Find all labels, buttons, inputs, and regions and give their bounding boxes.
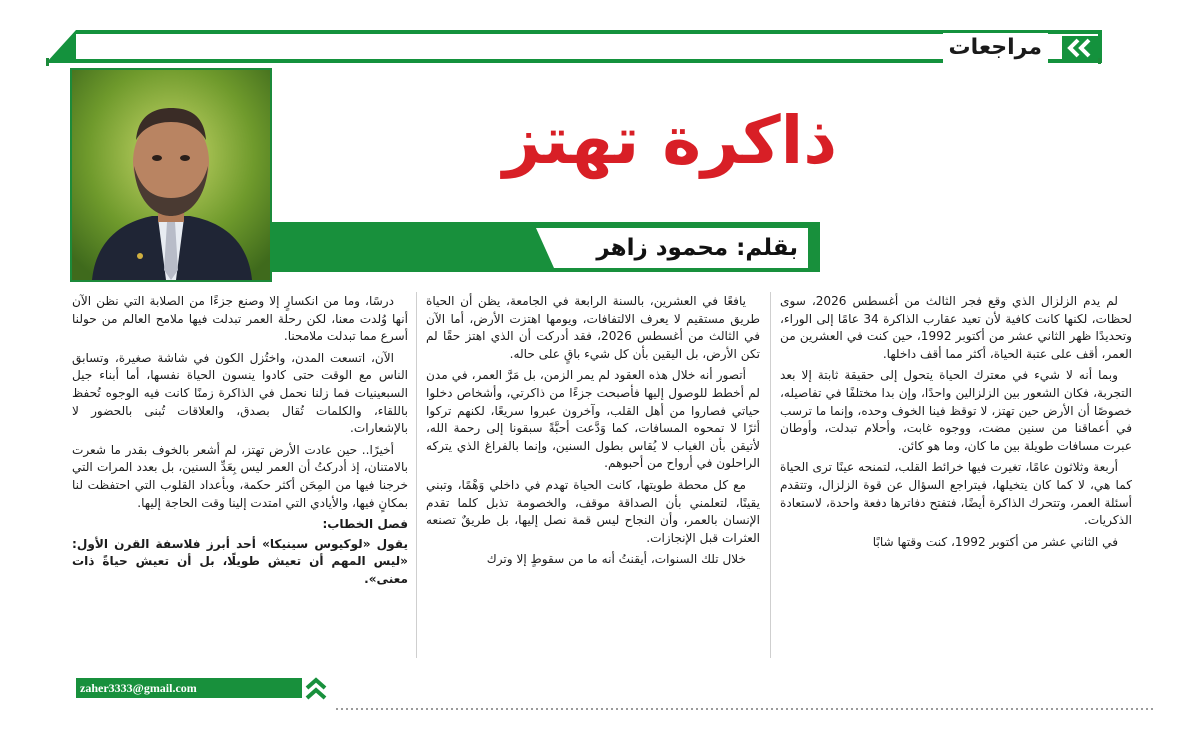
frame-line-right <box>1098 58 1101 64</box>
article-column-3 <box>72 293 408 593</box>
double-chevron-icon <box>1062 36 1098 60</box>
paragraph: في الثاني عشر من أكتوبر 1992، كنت وقتها شابًا <box>872 534 1118 549</box>
paragraph: خلال تلك السنوات، أيقنتُ أنه ما من سقوطٍ إلا وترك <box>486 552 746 567</box>
column-divider <box>770 292 771 658</box>
paragraph: يافعًا في العشرين، بالسنة الرابعة في الجامعة، يظن أن الحياة طريق مستقيم لا يعرف الالتفافات، ويومها اهتزت الأرض، أما الآن في الثالث من أغسطس 2026، فقد أدركت أن الذي اهتز حقًا لم تكن الأرض، بل اليقين بأن كل شيء باقٍ على حاله. <box>426 294 760 361</box>
paragraph: أتصور أنه خلال هذه العقود لم يمر الزمن، بل مَرَّ العمر، في مدن لم أخطط للوصول إليها فأصبحت جزءًا من ذاكرتي، وأشخاص دخلوا حياتي فصاروا من أهل القلب، وآخرون عبروا سريعًا، لكنهم تركوا أثرًا لا تمحوه المسافات، كما وَدَّعت أحبَّةً سبقونا إلى رحمة الله، لأتيقن بأن الغياب لا يُقاس بطول السنين، وإنما بالفراغ الذي يتركه الراحلون في أرواح من أحبوهم. <box>426 368 760 471</box>
paragraph: لم يدم الزلزال الذي وقع فجر الثالث من أغسطس 2026، سوى لحظات، لكنها كانت كافية لأن تعيد عقارب الذاكرة 34 عامًا إلى الوراء، وتحديدًا ظهر الثاني عشر من أكتوبر 1992، حين كنت في العشرين من العمر، أقف على عتبة الحياة، أكثر مما أقف داخلها. <box>780 294 1132 361</box>
footer-dotted-rule <box>336 708 1156 710</box>
paragraph: وبما أنه لا شيء في معترك الحياة يتحول إلى حقيقة ثابتة إلا بعد التجربة، فكان الشعور بين الزلزالين واحدًا، وإن بدا مختلفًا في تفاصيله، خصوصًا أن الأرض حين تهتز، لا توقظ فينا الخوف وحده، وإنما ما ترسب في أعماقنا من سنين مضت، ووجوه غابت، وأحلام تبدلت، وأوطان عبرت مسافات طويلة بين ما كان، وما هو كائن. <box>780 368 1132 453</box>
closing-heading: فصل الخطاب: <box>322 517 408 532</box>
paragraph: الآن، اتسعت المدن، واختُزل الكون في شاشة صغيرة، وتسابق الناس مع الوقت حتى كادوا ينسون الحياة نفسها، أما أبناء جيل السبعينيات فما زلنا نحمل في الذاكرة زمنًا كانت فيه الوجوه تُحفظ باللقاء، والكلمات تُقال بصدق، والعلاقات تُبنى بالحضور لا بالإشعارات. <box>72 350 408 436</box>
frame-line-left <box>46 58 49 66</box>
column-divider <box>416 292 417 658</box>
paragraph: درسًا، وما من انكسارٍ إلا وصنع جزءًا من الصلابة التي نظن الآن أنها وُلدت معنا، لكن رحلة العمر تبدلت فيها ملامح العالم من حولنا أسرع مما تبدلت ملامحنا. <box>72 294 408 344</box>
closing-quote: يقول «لوكيوس سينيكا» أحد أبرز فلاسفة القرن الأول: «ليس المهم أن تعيش طويلًا، بل أن تعيش حياةً ذات معنى». <box>72 536 408 586</box>
paragraph: أربعة وثلاثون عامًا، تغيرت فيها خرائط القلب، لتمنحه عينًا ترى الحياة كما هي، لا كما كان يتخيلها، فيتراجع السؤال عن قوة الزلزال، وتتقدم أسئلة العمر، وتتحرك الذاكرة أيضًا، فتفتح دفاترها دفعة واحدة، لاستعادة الذكريات. <box>780 460 1132 528</box>
paragraph: أخيرًا.. حين عادت الأرض تهتز، لم أشعر بالخوف بقدر ما شعرت بالامتنان، إذ أدركتُ أن العمر ليس بِعَدِّ السنين، بل بعدد المرات التي خرجنا فيها من المِحَن أكثر حكمة، وبأعداد القلوب التي احتفظت لنا بمكانٍ فيها، والأيادي التي امتدت إلينا وقت الحاجة إليها. <box>72 442 408 510</box>
author-email[interactable]: zaher3333@gmail.com <box>80 681 197 695</box>
double-chevron-up-icon <box>302 674 330 702</box>
author-photo <box>70 68 272 282</box>
article-column-2 <box>426 293 760 573</box>
article-title: ذاكرة تهتز <box>502 102 838 179</box>
paragraph: مع كل محطة طويتها، كانت الحياة تهدم في داخلي وَهْمًا، وتبني يقينًا، لتعلمني بأن الصداقة موقف، والخصومة تذبل كلما تقدم الإنسان بالعمر، وأن النجاح ليس قمة نصل إليها، بل طريقٌ تصنعه العثرات قبل الإنجازات. <box>426 477 760 545</box>
article-column-1 <box>780 293 1132 555</box>
byline: بقلم: محمود زاهر <box>596 235 798 261</box>
section-title: مراجعات <box>943 33 1049 63</box>
